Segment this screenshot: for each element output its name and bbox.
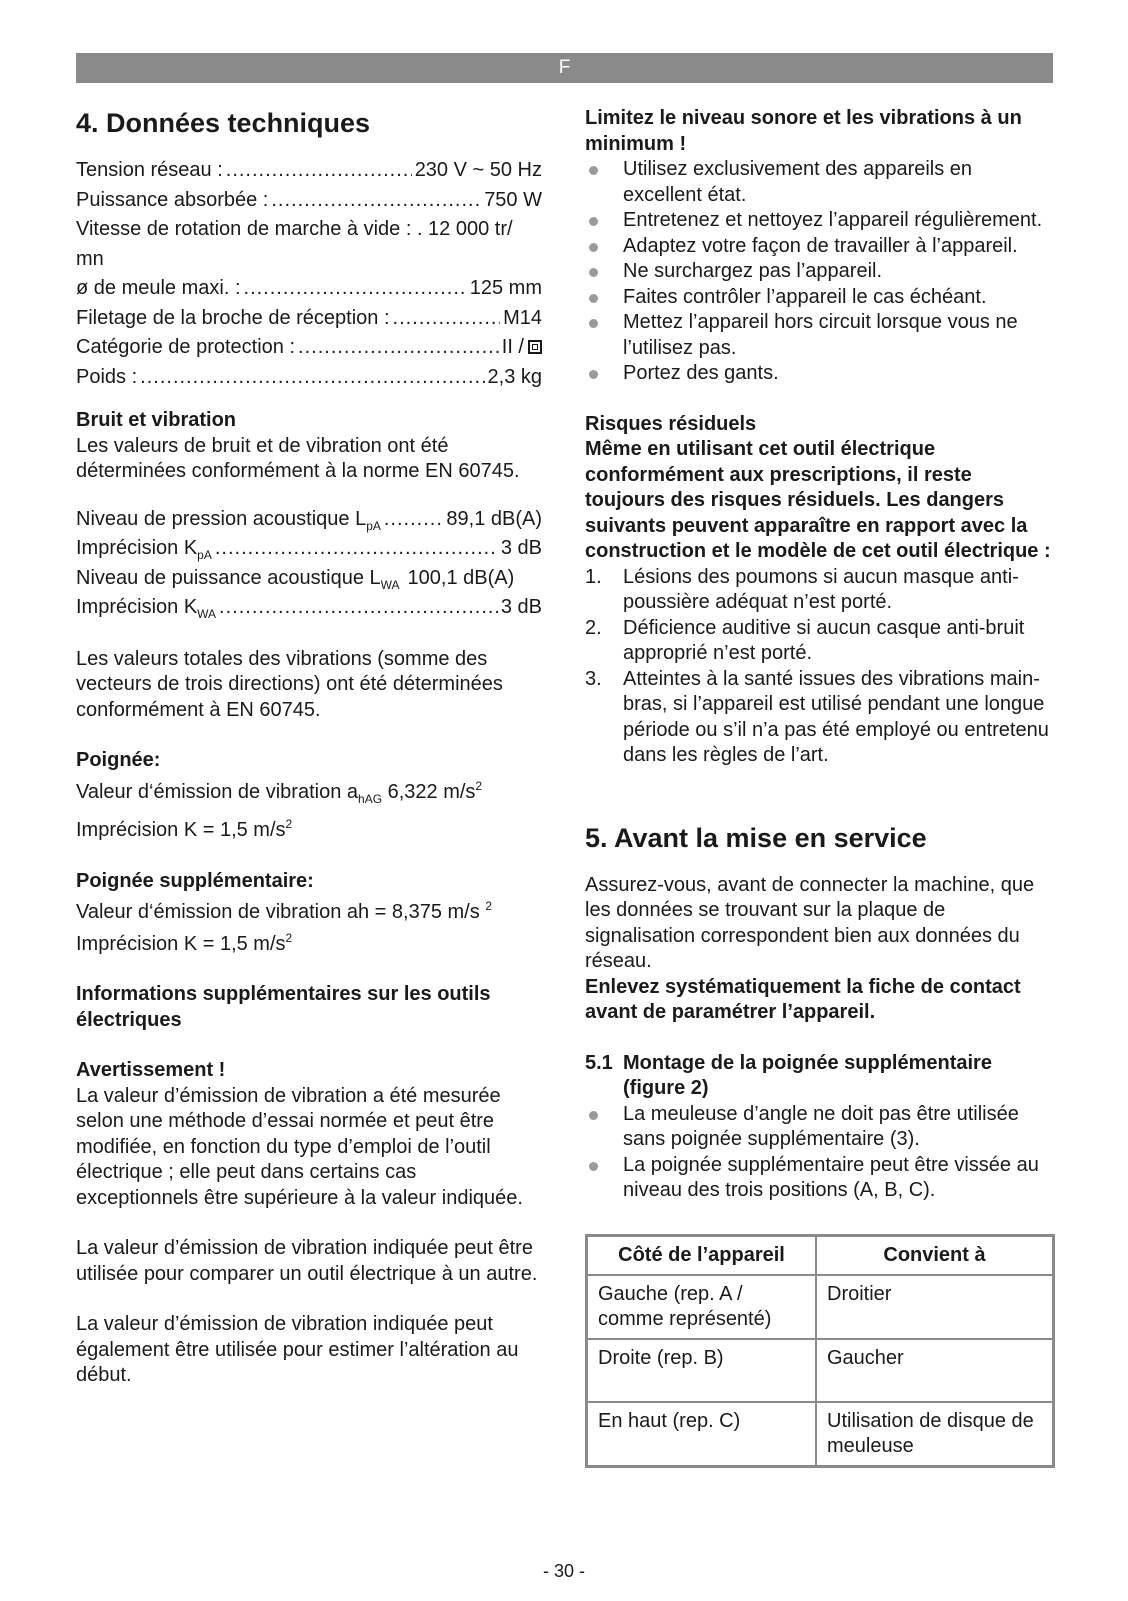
limit-heading: Limitez le niveau sonore et les vibrations à un minimum ! — [585, 107, 1022, 155]
warning-paragraph: La valeur d’émission de vibration indiquée peut être utilisée pour comparer un outil électrique à un autre. — [76, 1237, 538, 1285]
bullet-icon — [589, 1162, 598, 1171]
list-item — [585, 157, 1053, 208]
list-item-text: La poignée supplémentaire peut être vissée au niveau des trois positions (A, B, C). — [623, 1153, 1039, 1201]
leader-dots — [215, 534, 498, 564]
list-item-text: Portez des gants. — [623, 362, 779, 384]
superscript: 2 — [285, 930, 293, 945]
aux-line2 — [76, 926, 542, 958]
handle-label: Valeur d‘émission de vibration a — [76, 780, 359, 803]
spec-label: ø de meule maxi. : — [76, 277, 241, 299]
acoustic-row — [76, 534, 542, 564]
list-item-text: Ne surchargez pas l’appareil. — [623, 260, 883, 282]
list-item-text: Lésions des poumons si aucun masque anti-poussière adéquat n’est porté. — [623, 565, 1019, 613]
leader-dots — [393, 304, 501, 334]
table-cell: Droite (rep. B) — [587, 1339, 817, 1402]
handle-line1 — [76, 774, 542, 813]
acoustic-value: 100,1 dB(A) — [407, 566, 515, 589]
acoustic-label-text: Niveau de pression acoustique L — [76, 507, 367, 530]
acoustic-label — [76, 593, 216, 630]
table-header: Côté de l’appareil — [587, 1235, 817, 1275]
acoustic-subscript: WA — [197, 607, 217, 621]
left-column — [76, 106, 542, 1389]
spec-value — [502, 333, 542, 363]
acoustic-subscript: pA — [197, 548, 212, 562]
risk-list — [585, 565, 1053, 769]
page-number: - 30 - — [542, 1561, 585, 1581]
info-heading: Informations supplémentaires sur les outils électriques — [76, 983, 491, 1031]
vibration-text: Les valeurs totales des vibrations (somme des vecteurs de trois directions) ont été déterminées conformément à EN 60745. — [76, 647, 503, 721]
service-text: Assurez-vous, avant de connecter la machine, que les données se trouvant sur la plaque de signalisation correspondent bien aux données du réseau. — [585, 873, 1035, 972]
handle-uncertainty: Imprécision K = 1,5 m/s — [76, 819, 286, 841]
subsection-number: 5.1 — [585, 1051, 613, 1074]
spec-row — [76, 363, 542, 393]
list-item — [585, 616, 1053, 667]
list-item — [585, 667, 1053, 769]
handle-value: 6,322 m/s — [382, 780, 476, 803]
list-item-text: Atteintes à la santé issues des vibrations main-bras, si l’appareil est utilisé pendant une longue période ou s’il n’a pas été employé ou entretenu dans les règles de l’art. — [623, 667, 1049, 766]
acoustic-subscript: WA — [380, 577, 400, 592]
table-row — [587, 1339, 1054, 1402]
spec-row — [76, 304, 542, 334]
list-item-text: La meuleuse d’angle ne doit pas être utilisée sans poignée supplémentaire (3). — [623, 1102, 1019, 1150]
list-item — [585, 259, 1053, 285]
list-item — [585, 310, 1053, 361]
spec-value: 750 W — [484, 188, 542, 211]
leader-dots — [219, 593, 498, 623]
list-item — [585, 208, 1053, 234]
bullet-icon — [589, 294, 598, 303]
service-warning: Enlevez systématiquement la fiche de contact avant de paramétrer l’appareil. — [585, 975, 1021, 1023]
spec-speed-line2: mn — [76, 247, 104, 270]
spec-row — [76, 186, 542, 216]
bullet-icon — [589, 217, 598, 226]
spec-value: 125 mm — [469, 277, 542, 299]
aux-uncertainty: Imprécision K = 1,5 m/s — [76, 932, 286, 955]
bullet-icon — [589, 166, 598, 175]
list-item — [585, 361, 1053, 387]
noise-heading: Bruit et vibration — [76, 409, 237, 431]
subsection-heading — [585, 1051, 1053, 1102]
spec-speed-line1: Vitesse de rotation de marche à vide : . 12 000 tr/ — [76, 218, 513, 240]
list-item — [585, 285, 1053, 311]
subsection-title: Montage de la poignée supplémentaire (figure 2) — [623, 1051, 992, 1099]
spec-label: Puissance absorbée : — [76, 188, 269, 211]
risk-intro: Même en utilisant cet outil électrique conformément aux prescriptions, il reste toujours des risques résiduels. Les dangers suivants peuvent apparaître en rapport avec la construction et le modèle de cet outil électrique : — [585, 438, 1051, 562]
list-item — [585, 565, 1053, 616]
superscript: 2 — [485, 899, 492, 913]
spec-value: 230 V ~ 50 Hz — [414, 159, 542, 181]
acoustic-value: 3 dB — [500, 537, 542, 559]
aux-value: Valeur d‘émission de vibration ah = 8,375 m/s — [76, 901, 480, 923]
acoustic-value: 3 dB — [500, 596, 542, 618]
bullet-icon — [589, 1111, 598, 1120]
superscript: 2 — [285, 817, 293, 831]
aux-handle-heading: Poignée supplémentaire: — [76, 869, 314, 892]
superscript: 2 — [475, 778, 483, 793]
spec-value: M14 — [503, 306, 542, 329]
limit-list — [585, 157, 1053, 387]
acoustic-subscript: pA — [366, 518, 381, 533]
table-header-row — [587, 1235, 1054, 1275]
bullet-icon — [589, 243, 598, 252]
list-item-text: Adaptez votre façon de travailler à l’appareil. — [623, 234, 1018, 257]
language-header-bar — [76, 53, 1053, 83]
list-item-text: Utilisez exclusivement des appareils en excellent état. — [623, 158, 973, 206]
spec-row — [76, 333, 542, 363]
table-cell: Gaucher — [816, 1339, 1054, 1402]
section-5-title: 5. Avant la mise en service — [585, 822, 927, 853]
table-cell: Droitier — [816, 1275, 1054, 1339]
handle-position-table — [585, 1234, 1055, 1468]
table-cell: En haut (rep. C) — [587, 1402, 817, 1467]
warning-heading: Avertissement ! — [76, 1059, 226, 1081]
bullet-icon — [589, 370, 598, 379]
table-cell: Utilisation de disque de meuleuse — [816, 1402, 1054, 1467]
bullet-icon — [589, 268, 598, 277]
table-cell: Gauche (rep. A / comme représenté) — [587, 1275, 817, 1339]
spec-label: Catégorie de protection : — [76, 336, 296, 358]
warning-paragraph: La valeur d’émission de vibration a été mesurée selon une méthode d’essai normée et peut être modifiée, en fonction du type d’emploi de l’outil électrique ; elle peut dans certains cas exceptionnels être supérieure à la valeur indiquée. — [76, 1084, 523, 1209]
section-4-title: 4. Données techniques — [76, 108, 371, 138]
list-number: 2. — [585, 616, 602, 639]
leader-dots — [271, 186, 481, 216]
right-column — [585, 106, 1053, 1468]
list-item-text: Déficience auditive si aucun casque anti-bruit approprié n’est porté. — [623, 616, 1025, 664]
acoustic-label-text: Imprécision K — [76, 537, 198, 559]
warning-paragraph: La valeur d’émission de vibration indiquée peut également être utilisée pour estimer l’altération au début. — [76, 1313, 519, 1386]
spec-label: Tension réseau : — [76, 159, 223, 181]
aux-line1 — [76, 894, 542, 926]
table-row — [587, 1402, 1054, 1467]
list-item — [585, 234, 1053, 260]
mount-list — [585, 1102, 1053, 1204]
spec-label: Poids : — [76, 365, 138, 388]
handle-heading: Poignée: — [76, 749, 161, 771]
handle-subscript: hAG — [358, 791, 383, 806]
spec-value: 2,3 kg — [487, 365, 542, 388]
acoustic-row — [76, 564, 542, 594]
list-item-text: Mettez l’appareil hors circuit lorsque vous ne l’utilisez pas. — [623, 311, 1018, 359]
acoustic-value: 89,1 dB(A) — [446, 507, 542, 530]
list-item — [585, 1153, 1053, 1204]
acoustic-row — [76, 593, 542, 623]
spec-label: Filetage de la broche de réception : — [76, 306, 390, 329]
risk-heading: Risques résiduels — [585, 412, 757, 435]
spec-speed — [76, 215, 542, 274]
leader-dots — [384, 505, 444, 535]
spec-row — [76, 274, 542, 304]
leader-dots — [140, 363, 484, 393]
language-code: F — [558, 57, 571, 78]
list-number: 1. — [585, 565, 602, 588]
acoustic-label-text: Imprécision K — [76, 596, 198, 618]
table-row — [587, 1275, 1054, 1339]
list-item-text: Entretenez et nettoyez l’appareil régulièrement. — [623, 209, 1043, 231]
leader-dots — [298, 333, 499, 363]
list-item-text: Faites contrôler l’appareil le cas échéant. — [623, 285, 987, 308]
list-item — [585, 1102, 1053, 1153]
list-number: 3. — [585, 667, 602, 690]
leader-dots — [226, 156, 412, 186]
noise-text: Les valeurs de bruit et de vibration ont été déterminées conformément à la norme EN 60745. — [76, 434, 520, 482]
acoustic-row — [76, 505, 542, 535]
protection-class-text: II / — [501, 336, 524, 358]
protection-class-ii-icon — [528, 340, 542, 354]
leader-dots — [244, 274, 467, 304]
bullet-icon — [589, 319, 598, 328]
table-header: Convient à — [816, 1235, 1054, 1275]
handle-line2 — [76, 812, 542, 844]
spec-row — [76, 156, 542, 186]
acoustic-label-text: Niveau de puissance acoustique L — [76, 566, 381, 589]
